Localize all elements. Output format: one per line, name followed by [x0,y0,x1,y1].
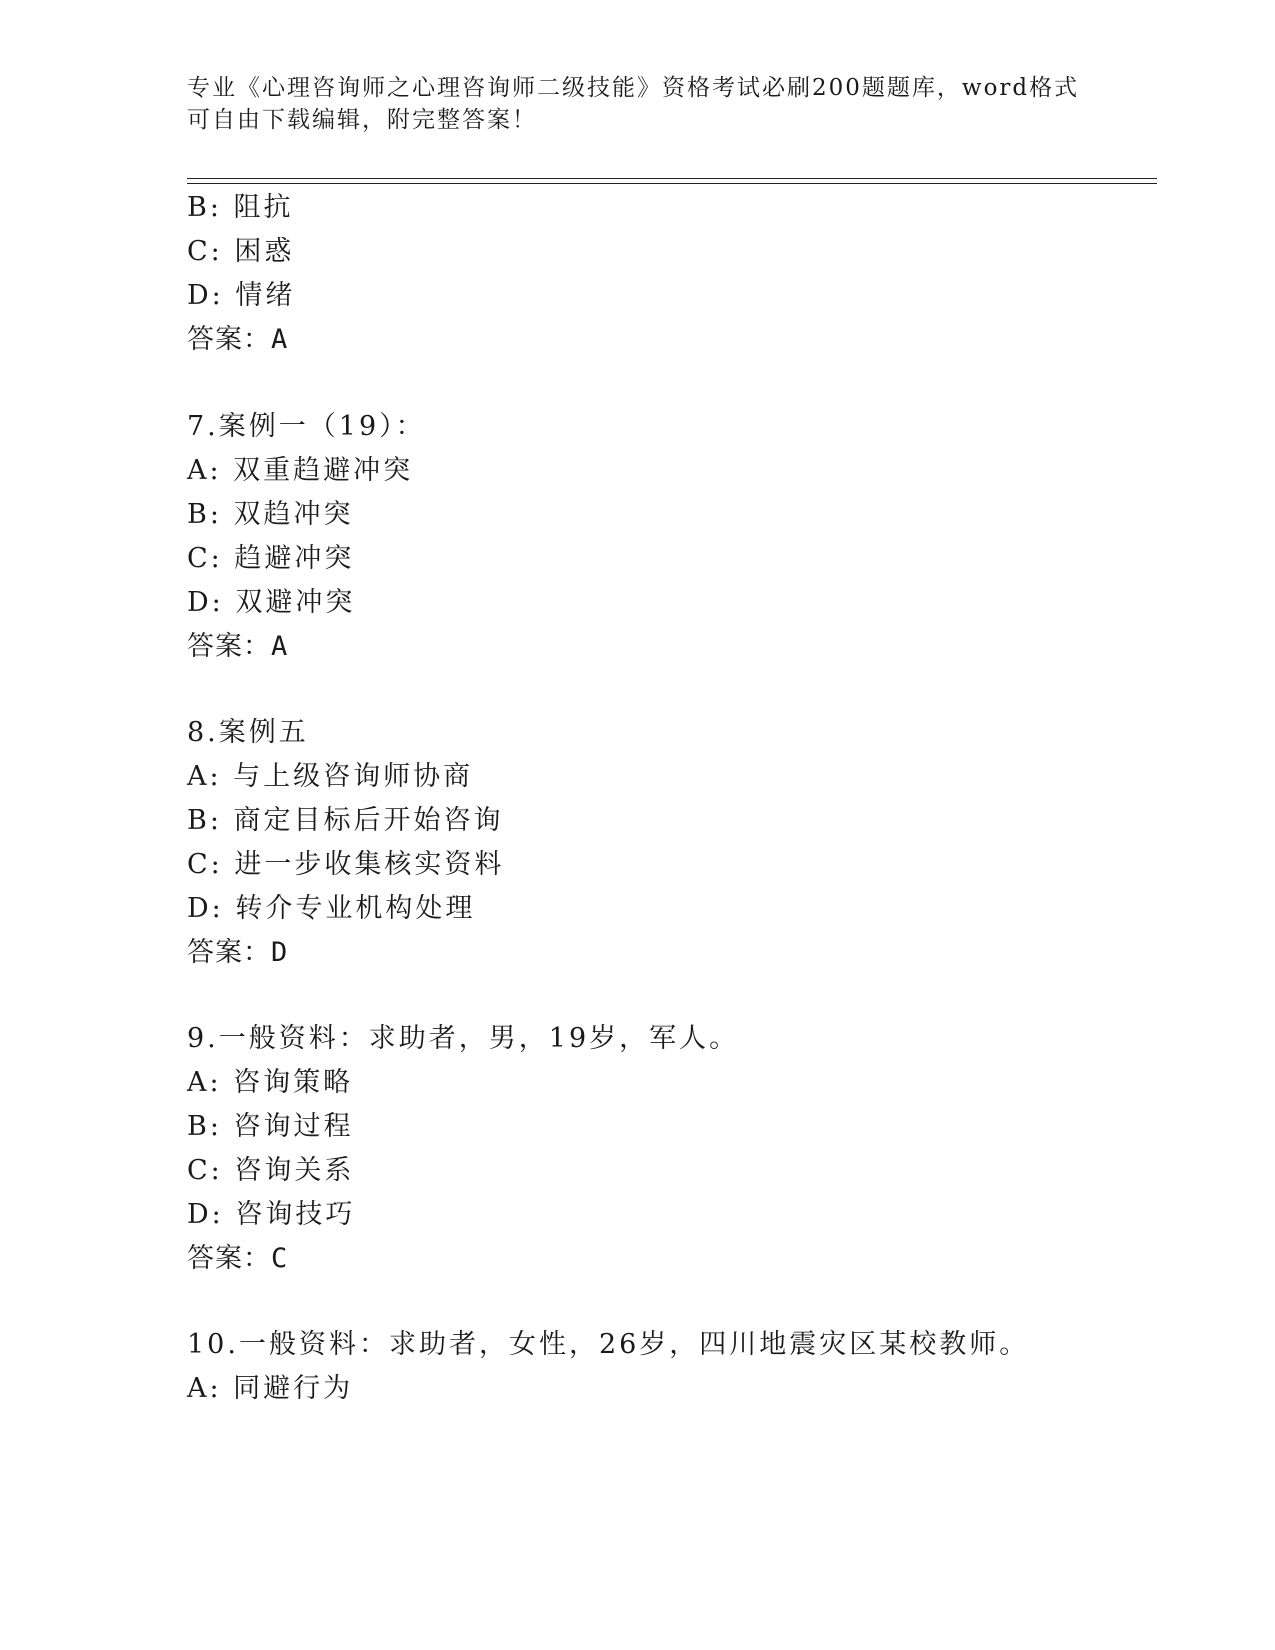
answer-label: 答案： [187,1243,271,1274]
question-7-option-a: A: 双重趋避冲突 [187,455,414,486]
question-10-stem: 10.一般资料：求助者，女性，26岁，四川地震灾区某校教师。 [187,1329,1030,1360]
option-d: D: 情绪 [187,280,296,311]
option-c: C: 困惑 [187,236,295,267]
answer-value: A [271,631,289,662]
header-line-1: 专业《心理咨询师之心理咨询师二级技能》资格考试必刷200题题库，word格式 [187,75,1080,101]
question-7-option-b: B: 双趋冲突 [187,499,354,530]
header-divider-top [187,178,1157,179]
question-7-option-d: D: 双避冲突 [187,587,356,618]
document-header [187,72,1087,136]
answer-value: C [271,1243,289,1274]
question-8-stem: 8.案例五 [187,717,309,748]
answer-label: 答案： [187,631,271,662]
question-8-option-a: A: 与上级咨询师协商 [187,761,474,792]
question-8-answer [187,936,288,970]
header-line-2: 可自由下载编辑，附完整答案！ [187,107,537,133]
question-10-option-a: A: 同避行为 [187,1373,354,1404]
question-9-option-b: B: 咨询过程 [187,1111,354,1142]
answer-value: D [271,937,289,968]
question-7-stem: 7.案例一（19）： [187,411,426,442]
question-9-option-c: C: 咨询关系 [187,1155,355,1186]
option-b: B: 阻抗 [187,192,294,223]
question-8-option-d: D: 转介专业机构处理 [187,893,476,924]
answer-line [187,323,288,357]
question-9-answer [187,1242,288,1276]
answer-value: A [271,324,289,355]
question-9-option-a: A: 咨询策略 [187,1067,354,1098]
question-9-stem: 9.一般资料：求助者，男，19岁，军人。 [187,1023,740,1054]
question-9-option-d: D: 咨询技巧 [187,1199,356,1230]
question-8-option-b: B: 商定目标后开始咨询 [187,805,504,836]
header-divider-bottom [187,183,1157,184]
question-7-option-c: C: 趋避冲突 [187,543,355,574]
answer-label: 答案： [187,937,271,968]
question-7-answer [187,630,288,664]
question-8-option-c: C: 进一步收集核实资料 [187,849,505,880]
answer-label: 答案： [187,324,271,355]
